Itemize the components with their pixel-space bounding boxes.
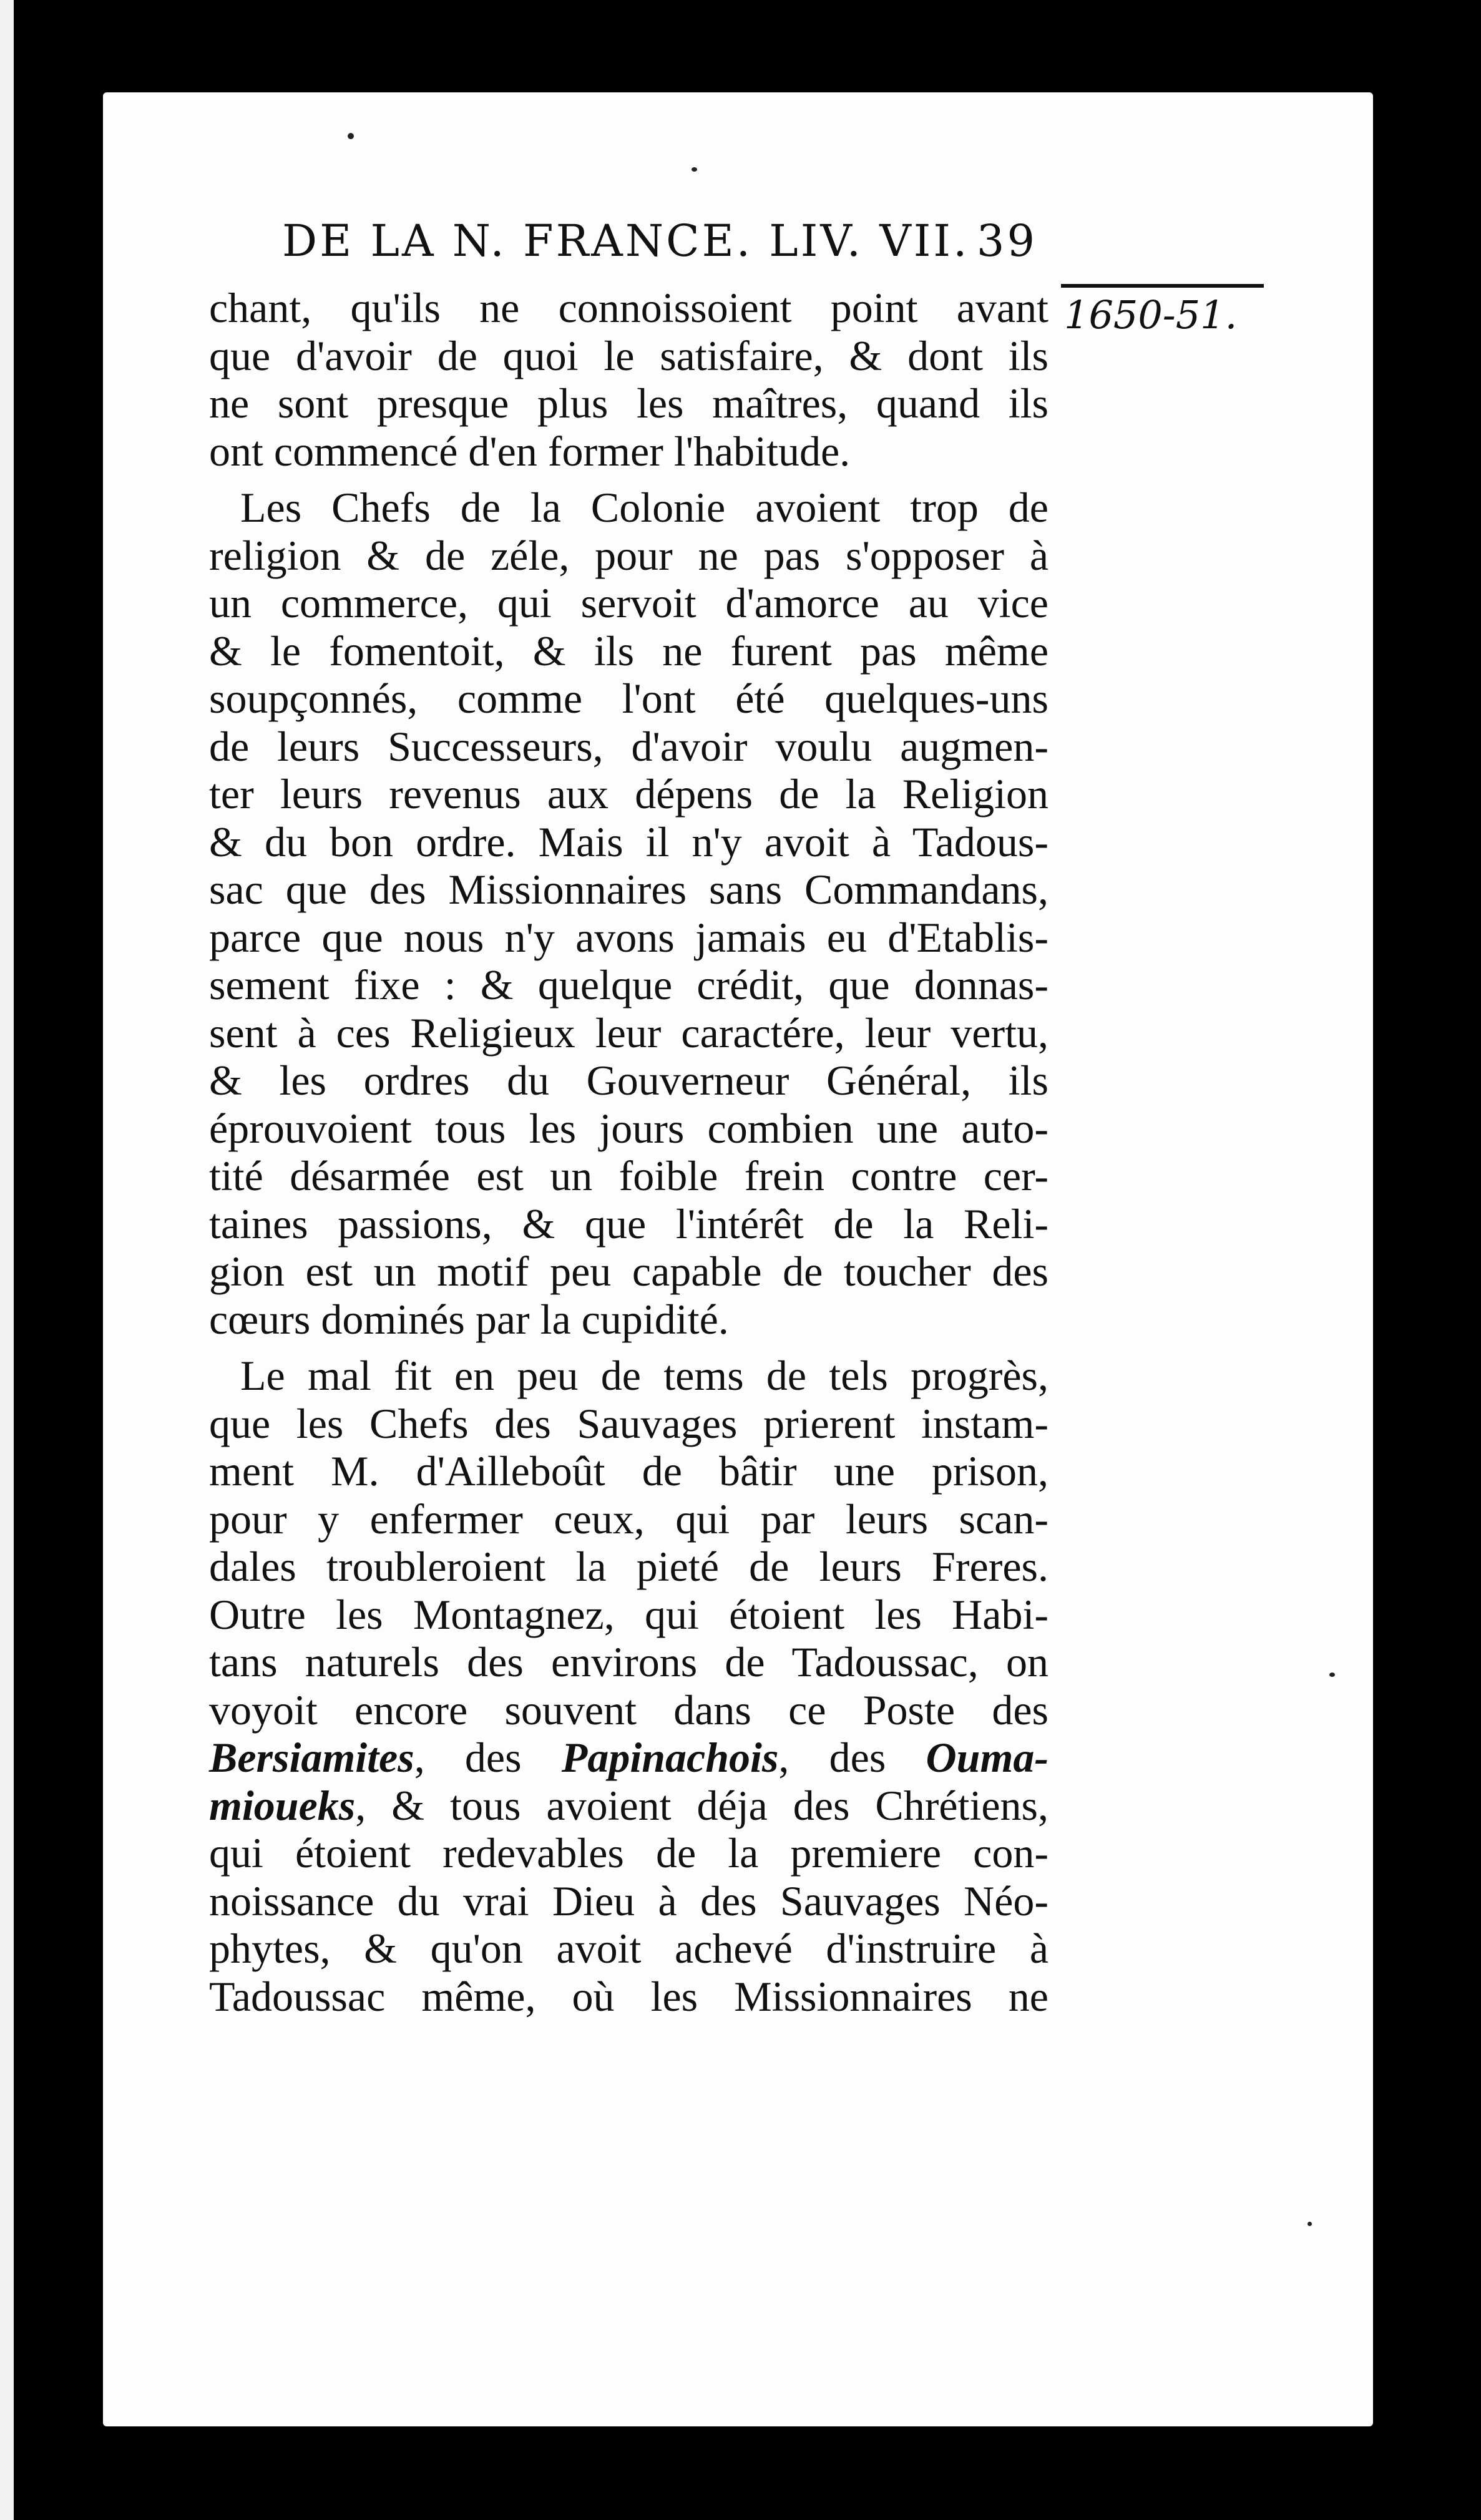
tribe-name: Bersiamites: [209, 1734, 414, 1781]
paragraph-2: [209, 484, 1048, 1343]
text-line: religion & de zéle, pour ne pas s'opposer à: [209, 531, 1048, 579]
text-line: sement fixe : & quelque crédit, que donnas-: [209, 961, 1048, 1008]
text-fragment: , des: [414, 1734, 522, 1781]
text-line: ne sont presque plus les maîtres, quand ils: [209, 379, 1048, 427]
text-line: Les Chefs de la Colonie avoient trop de: [240, 484, 1048, 531]
text-line: un commerce, qui servoit d'amorce au vice: [209, 579, 1048, 627]
text-line: ment M. d'Ailleboût de bâtir une prison,: [209, 1447, 1048, 1495]
tribe-name: Papinachois: [561, 1734, 779, 1781]
speck: [1329, 1673, 1335, 1677]
text-line: & les ordres du Gouverneur Général, ils: [209, 1057, 1048, 1104]
header-rule: [1061, 284, 1264, 288]
text-line: voyoit encore souvent dans ce Poste des: [209, 1686, 1048, 1734]
text-line: qui étoient redevables de la premiere con-: [209, 1829, 1048, 1877]
text-line: que d'avoir de quoi le satisfaire, & dont ils: [209, 331, 1048, 379]
body-text: [209, 284, 1048, 2020]
text-fragment: , & tous avoient déja des Chrétiens,: [355, 1781, 1048, 1829]
running-title: DE LA N. FRANCE. LIV. VII.: [282, 215, 970, 266]
speck: [1307, 2222, 1312, 2226]
text-line: gion est un motif peu capable de toucher des: [209, 1248, 1048, 1295]
tribe-name: Ouma-: [926, 1734, 1048, 1781]
text-line: taines passions, & que l'intérêt de la Reli-: [209, 1199, 1048, 1248]
text-line: pour y enfermer ceux, qui par leurs scan-: [209, 1495, 1048, 1543]
text-line: phytes, & qu'on avoit achevé d'instruire à: [209, 1925, 1048, 1972]
speck: [692, 167, 697, 172]
text-line: ont commencé d'en former l'habitude.: [209, 427, 851, 475]
paragraph-3: [209, 1352, 1048, 2020]
speck: [348, 133, 354, 139]
text-line: cœurs dominés par la cupidité.: [209, 1295, 729, 1343]
margin-date: 1650-51.: [1064, 292, 1238, 338]
text-line: Outre les Montagnez, qui étoient les Habi-: [209, 1590, 1048, 1638]
text-fragment: , des: [778, 1734, 886, 1781]
text-line: & le fomentoit, & ils ne furent pas même: [209, 627, 1048, 675]
text-line: chant, qu'ils ne connoissoient point avant: [209, 284, 1048, 331]
text-line: ter leurs revenus aux dépens de la Religion: [209, 770, 1048, 818]
text-line: que les Chefs des Sauvages prierent instam-: [209, 1399, 1048, 1447]
text-line: tans naturels des environs de Tadoussac, on: [209, 1638, 1048, 1686]
page-number: 39: [976, 215, 1037, 266]
text-line: tité désarmée est un foible frein contre cer-: [209, 1152, 1048, 1199]
text-line: éprouvoient tous les jours combien une auto-: [209, 1104, 1048, 1152]
text-line: soupçonnés, comme l'ont été quelques-uns: [209, 675, 1048, 722]
text-line-with-names: [209, 1734, 1048, 1782]
text-line: Tadoussac même, où les Missionnaires ne: [209, 1972, 1048, 2020]
text-line: noissance du vrai Dieu à des Sauvages Néo-: [209, 1877, 1048, 1925]
text-line: sent à ces Religieux leur caractére, leur vertu,: [209, 1008, 1048, 1057]
running-head: [282, 215, 1037, 266]
scan-left-edge: [0, 0, 14, 2520]
tribe-name: mioueks: [209, 1781, 356, 1829]
paragraph-1: [209, 284, 1048, 475]
text-line: & du bon ordre. Mais il n'y avoit à Tadous-: [209, 818, 1048, 866]
text-line: de leurs Successeurs, d'avoir voulu augmen-: [209, 722, 1048, 770]
text-line: parce que nous n'y avons jamais eu d'Etablis-: [209, 913, 1048, 961]
text-line: sac que des Missionnaires sans Commandans,: [209, 866, 1048, 913]
text-line: dales troubleroient la pieté de leurs Freres.: [209, 1543, 1048, 1590]
text-line: Le mal fit en peu de tems de tels progrès,: [240, 1352, 1048, 1399]
text-line-with-names: [209, 1782, 1048, 1830]
